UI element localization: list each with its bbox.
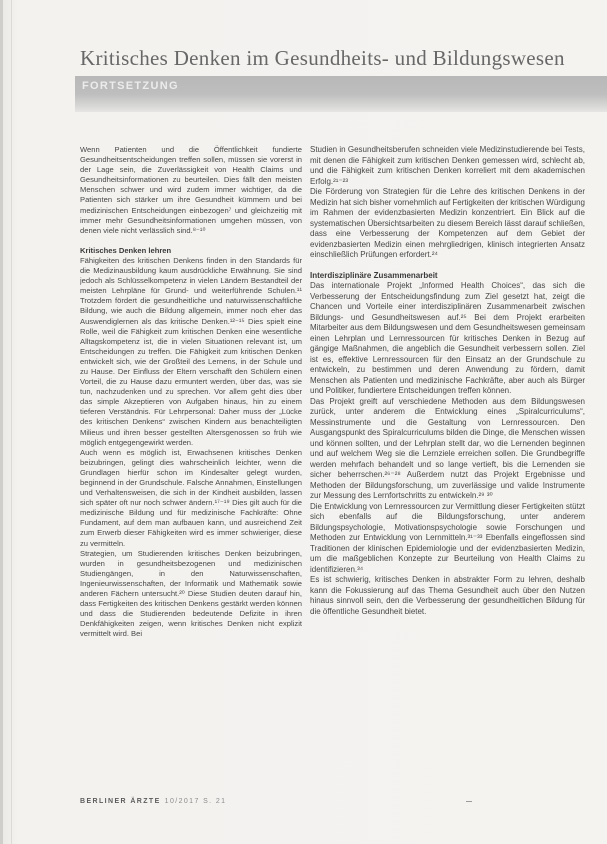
paragraph: Das Projekt greift auf verschiedene Methoden aus dem Bildungswesen zurück, unter anderem die Entwicklung eines „Spiralcurriculums“, Messinstrumente und die Gestaltung von Lernressourcen. Den Ausgangspunkt des Spiralcurriculums bilden die Dinge, die Menschen wissen und können sollten, und der Lehrplan stellt dar, wo die Lernenden beginnen und auf welchem Weg sie die Lernziele erreichen sollen. Die Grundbegriffe werden mehrfach behandelt und so lange vertieft, bis die Lernenden sie sicher beherrschen.²⁶⁻²⁸ Außerdem nutzt das Projekt Ergebnisse und Methoden der Bildungsforschung, um zuverlässige und valide Instrumente zur Messung des Lernfortschritts zu entwickeln.²⁹ ³⁰ <box>310 396 585 500</box>
section-heading: Interdisziplinäre Zusammenarbeit <box>310 270 438 280</box>
paragraph: Es ist schwierig, kritisches Denken in abstrakter Form zu lehren, deshalb kann die Fokussierung auf das Thema Gesundheit auch über den Nutzen hinaus sinnvoll sein, den die Verbesserung der gesundheitlichen Bildung für die öffentliche Gesundheit bietet. <box>310 575 585 616</box>
publication-name: BERLINER ÄRZTE <box>80 798 161 805</box>
paragraph: Wenn Patienten und die Öffentlichkeit fundierte Gesundheitsentscheidungen treffen sollen, müssen sie vorerst in der Lage sein, die Zuverlässigkeit von Health Claims und Gesundheitsinformationen zu beurteilen. Dies fällt den meisten Menschen schwer und wird zudem immer wichtiger, da die Patienten sich stärker um ihre Gesundheit kümmern und bei medizinischen Entscheidungen einbezogen⁷ und gleichzeitig mit immer mehr Gesundheitsinformationen umgehen müssen, von denen viele nicht verlässlich sind.⁸⁻¹⁰ <box>80 145 302 235</box>
paragraph: Auch wenn es möglich ist, Erwachsenen kritisches Denken beizubringen, gelingt dies wahrscheinlich leichter, wenn die Grundlagen hierfür schon im Kindesalter gelegt wurden, beginnend in der Grundschule. Falsche Annahmen, Einstellungen und Verhaltensweisen, die sich in der Kindheit ausbilden, lassen sich später oft nur noch schwer ändern.¹⁷⁻¹⁹ Dies gilt auch für die medizinische Bildung und für medizinische Fachkräfte: Ohne Fundament, auf dem man aufbauen kann, und ausreichend Zeit zum Erwerb dieser Fähigkeiten wird es immer schwieriger, diese zu vermitteln. <box>80 447 302 548</box>
left-text-column <box>80 145 302 785</box>
article-title: Kritisches Denken im Gesundheits- und Bildungswesen <box>80 46 565 70</box>
paragraph: Fähigkeiten des kritischen Denkens finden in den Standards für die Medizinausbildung kaum ausdrückliche Erwähnung. Sie sind jedoch als Schlüsselkompetenz in vielen Ländern Bestandteil der meisten Lehrpläne für Grund- und weiterführende Schulen.¹¹ Trotzdem fördert die gesundheitliche und naturwissenschaftliche Bildung, wie auch die Bildung allgemein, immer noch eher das Auswendiglernen als das kritische Denken.¹²⁻¹⁵ Dies spielt eine Rolle, weil die Fähigkeit zum kritischen Denken eine wesentliche Alltagskompetenz ist, die in vielen Situationen relevant ist, um Entscheidungen zu treffen. Die Fähigkeit zum kritischen Denken entwickelt sich, wie der Großteil des Lernens, in der Schule und zu Hause. Der Einfluss der Eltern verschafft den Schülern einen Vorteil, die zu Hause dazu ermuntert werden, über das, was sie tun, nachzudenken und zu sprechen. Vor allem geht dies über das simple Akzeptieren von Aufgaben hinaus, hin zu einem tieferen Verständnis. Für Lehrpersonal: Daher muss der „Lücke des kritischen Denkens“ zwischen Kindern aus benachteiligten Milieus und ihren besser gestellten Altersgenossen so früh wie möglich entgegengewirkt werden. <box>80 255 302 447</box>
scan-edge-line <box>11 0 12 844</box>
paragraph: Die Förderung von Strategien für die Lehre des kritischen Denkens in der Medizin hat sich bisher vornehmlich auf Fertigkeiten der kritischen Würdigung im Rahmen der evidenzbasierten Medizin konzentriert. Ein Blick auf die systematischen Übersichtsarbeiten zu diesem Bereich lässt darauf schließen, dass eine Verbesserung der Kompetenzen auf dem Gebiet der evidenzbasierten Medizin einen mehrgliedrigen, klinisch integrierten Ansatz einschließlich Prüfungen erfordert.²⁴ <box>310 187 585 259</box>
issue-page: 10/2017 S. 21 <box>164 798 227 805</box>
paragraph: Strategien, um Studierenden kritisches Denken beizubringen, wurden in gesundheitsbezogenen und medizinischen Studiengängen, in den Naturwissenschaften, Ingenieurwissenschaften, der Informatik und Mathematik sowie anderen Fächern untersucht.²⁰ Diese Studien deuten darauf hin, dass Fertigkeiten des kritischen Denkens gestärkt werden können und dass die Studierenden bedeutende Defizite in ihren Denkfähigkeiten zeigen, wenn kritisches Denken nicht explizit vermittelt wird. Bei <box>80 548 302 639</box>
footer-mark <box>466 801 472 802</box>
paragraph: Die Entwicklung von Lernressourcen zur Vermittlung dieser Fertigkeiten stützt sich ebenfalls auf die Bildungsforschung, unter anderem Bildungspsychologie, Motivationspsychologie sowie Forschungen und Methoden zur Entwicklung von Lernmitteln.³¹⁻³³ Ebenfalls eingeflossen sind Traditionen der klinischen Epidemiologie und der evidenzbasierten Medizin, um die maßgeblichen Konzepte zur Beurteilung von Health Claims zu identifizieren.³⁴ <box>310 501 585 574</box>
continuation-label: FORTSETZUNG <box>82 80 179 92</box>
paragraph: Studien in Gesundheitsberufen schneiden viele Medizinstudierende bei Tests, mit denen die Fähigkeit zum kritischen Denken gemessen wird, schlecht ab, und die Fähigkeit zum kritischen Denken korreliert mit dem akademischen Erfolg.²¹⁻²³ <box>310 145 585 186</box>
scan-edge <box>0 0 3 844</box>
paragraph: Das internationale Projekt „Informed Health Choices“, das sich die Verbesserung der Entscheidungsfindung zum Ziel gesetzt hat, zeigt die Chancen und Vorteile einer interdisziplinären Zusammenarbeit zwischen Bildungs- und Gesundheitswesen auf.²⁵ Bei dem Projekt erarbeiten Mitarbeiter aus dem Bildungswesen und dem Gesundheitswesen gemeinsam einen Lehrplan und Lernressourcen für kritisches Denken in Bezug auf gängige Maßnahmen, die angeblich die Gesundheit verbessern sollen. Ziel ist es, effektive Lernressourcen für den Einsatz an der Grundschule zu entwickeln, zu bestimmen und deren Anwendung zu fördern, damit Menschen als Patienten und medizinische Fachkräfte, aber auch als Bürger und Politiker, fundiertere Entscheidungen treffen können. <box>310 281 585 395</box>
page-footer <box>80 798 226 805</box>
right-text-column <box>310 145 585 785</box>
section-heading: Kritisches Denken lehren <box>80 245 172 255</box>
